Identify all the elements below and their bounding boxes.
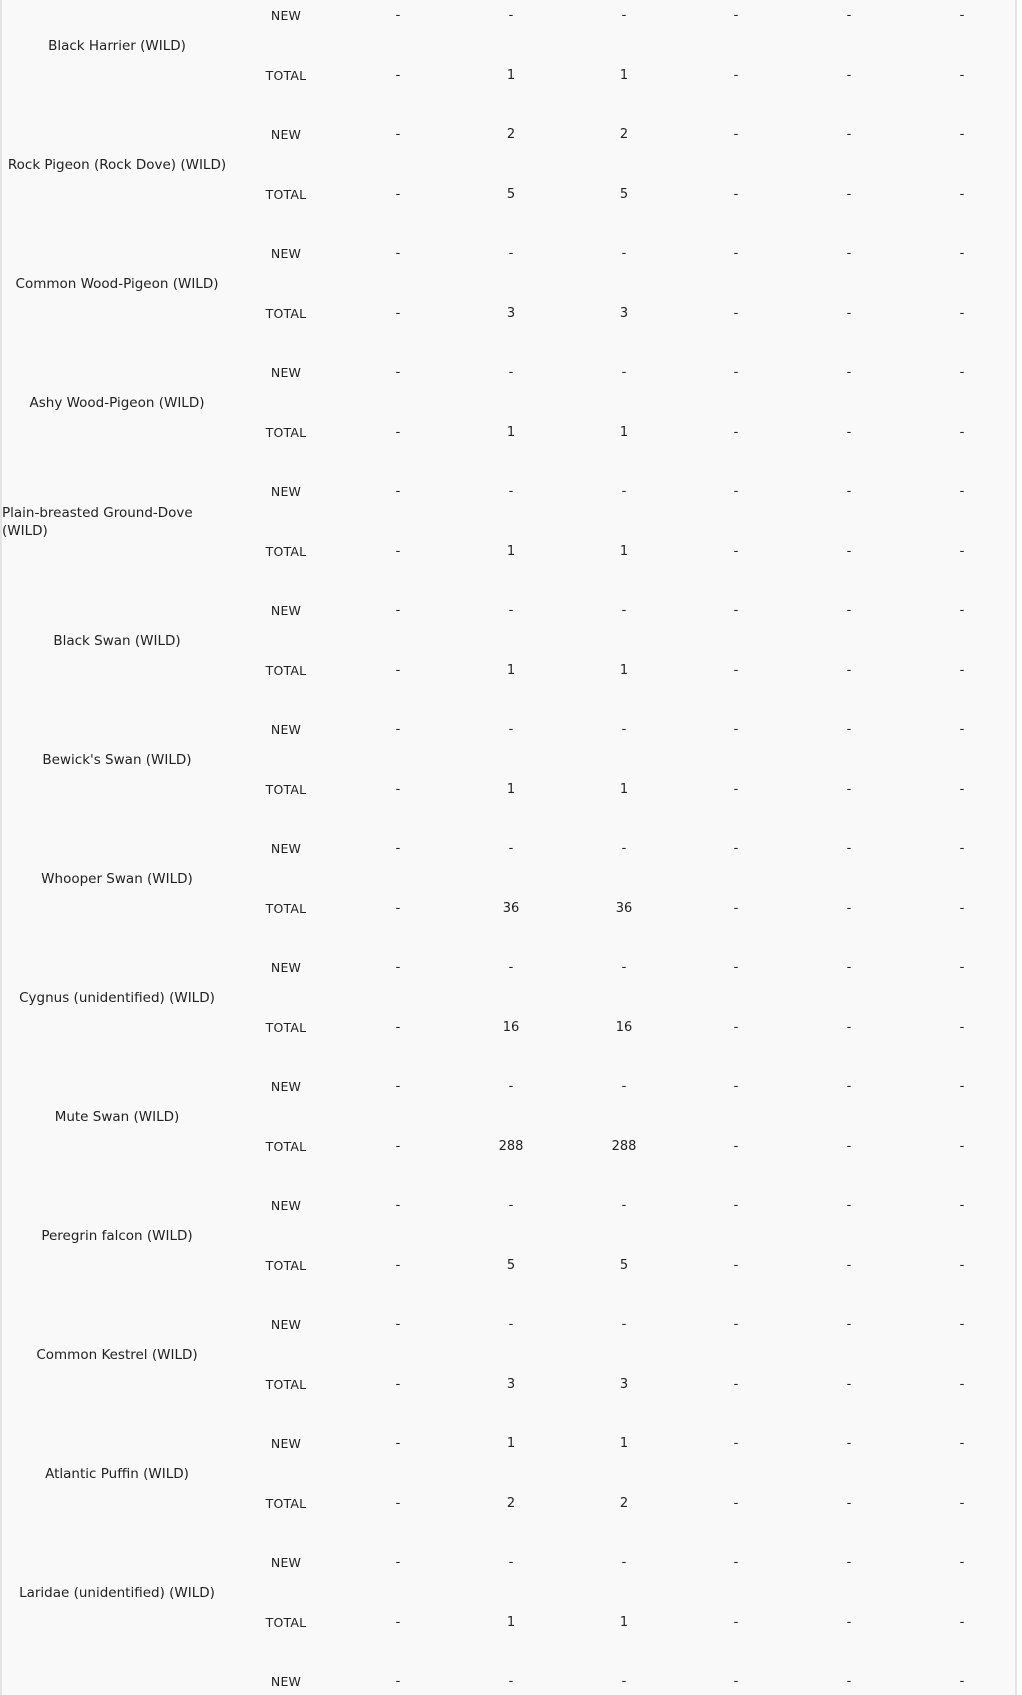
table-cell-value: - [959, 1614, 965, 1630]
table-cell-value: 1 [619, 781, 629, 797]
table-cell-value: - [959, 722, 965, 737]
table-cell-value: - [846, 1555, 852, 1570]
table-row [2, 1128, 1015, 1168]
table-cell-value: - [508, 841, 514, 856]
table-cell-value: 2 [619, 127, 629, 142]
row-type-label: TOTAL [265, 1138, 307, 1154]
table-cell-value: - [621, 1555, 627, 1570]
table-row [2, 711, 1015, 751]
table-row [2, 592, 1015, 632]
table-cell-value: - [959, 960, 965, 975]
table-cell-value: - [846, 543, 852, 559]
row-type-label: NEW [270, 246, 302, 261]
row-type-label: NEW [270, 1198, 302, 1213]
species-name: Ashy Wood-Pigeon (WILD) [29, 394, 205, 411]
table-cell-value: - [733, 1198, 739, 1213]
table-cell-value: - [959, 246, 965, 261]
table-cell-value: - [733, 1436, 739, 1451]
table-cell-value: - [959, 662, 965, 678]
table-cell-value: - [959, 1198, 965, 1213]
table-cell-value: - [959, 543, 965, 559]
table-cell-value: - [959, 900, 965, 916]
table-cell-value: - [621, 365, 627, 380]
table-cell-value: - [733, 543, 739, 559]
row-type-label: TOTAL [265, 1376, 307, 1392]
table-row [2, 949, 1015, 989]
table-row [2, 414, 1015, 454]
row-type-label: NEW [270, 841, 302, 856]
table-cell-value: - [846, 305, 852, 321]
table-cell-value: - [508, 603, 514, 618]
table-row [2, 116, 1015, 156]
table-cell-value: 1 [506, 67, 516, 83]
species-name: Laridae (unidentified) (WILD) [19, 1584, 215, 1601]
table-cell-value: - [395, 1376, 401, 1392]
table-cell-value: - [959, 1257, 965, 1273]
table-cell-value: - [733, 1138, 739, 1154]
table-cell-value: - [733, 8, 739, 23]
table-row [2, 1485, 1015, 1525]
table-cell-value: - [733, 246, 739, 261]
table-cell-value: - [846, 1376, 852, 1392]
table-cell-value: - [395, 246, 401, 261]
row-type-label: NEW [270, 1317, 302, 1332]
table-cell-value: - [846, 1436, 852, 1451]
table-cell-value: - [395, 960, 401, 975]
table-cell-value: - [959, 305, 965, 321]
table-cell-value: - [395, 841, 401, 856]
table-cell-value: - [733, 722, 739, 737]
row-type-label: NEW [270, 8, 302, 23]
table-cell-value: - [846, 67, 852, 83]
table-cell-value: - [959, 841, 965, 856]
table-cell-value: - [959, 424, 965, 440]
table-cell-value: 1 [506, 1436, 516, 1451]
table-cell-value: - [395, 186, 401, 202]
species-name: Rock Pigeon (Rock Dove) (WILD) [7, 156, 227, 173]
row-type-label: TOTAL [265, 543, 307, 559]
table-cell-value: - [733, 1257, 739, 1273]
table-cell-value: - [959, 8, 965, 23]
row-type-label: TOTAL [265, 305, 307, 321]
table-cell-value: 1 [506, 543, 516, 559]
table-row [2, 652, 1015, 692]
table-cell-value: - [846, 781, 852, 797]
table-cell-value: - [846, 841, 852, 856]
row-type-label: TOTAL [265, 781, 307, 797]
table-cell-value: - [621, 8, 627, 23]
table-cell-value: 1 [506, 1614, 516, 1630]
table-cell-value: - [733, 781, 739, 797]
table-cell-value: - [846, 8, 852, 23]
row-type-label: TOTAL [265, 424, 307, 440]
table-cell-value: - [621, 246, 627, 261]
table-cell-value: - [846, 1614, 852, 1630]
table-row [2, 1009, 1015, 1049]
table-cell-value: - [395, 365, 401, 380]
row-type-label: NEW [270, 722, 302, 737]
table-cell-value: - [395, 1257, 401, 1273]
table-cell-value: 3 [619, 1376, 629, 1392]
row-type-label: TOTAL [265, 1019, 307, 1035]
table-cell-value: - [959, 1079, 965, 1094]
table-cell-value: - [395, 127, 401, 142]
table-cell-value: 1 [619, 1614, 629, 1630]
row-type-label: TOTAL [265, 1495, 307, 1511]
row-type-label: TOTAL [265, 1257, 307, 1273]
table-cell-value: - [395, 603, 401, 618]
table-cell-value: - [846, 900, 852, 916]
table-cell-value: - [846, 246, 852, 261]
table-cell-value: - [846, 186, 852, 202]
table-cell-value: 5 [619, 1257, 629, 1273]
table-cell-value: - [959, 484, 965, 499]
table-row [2, 1663, 1015, 1695]
table-cell-value: - [959, 1436, 965, 1451]
table-cell-value: - [959, 1495, 965, 1511]
table-cell-value: 288 [611, 1138, 637, 1154]
table-row [2, 1306, 1015, 1346]
row-type-label: TOTAL [265, 186, 307, 202]
table-cell-value: - [733, 365, 739, 380]
table-cell-value: - [846, 484, 852, 499]
table-cell-value: - [395, 543, 401, 559]
table-cell-value: - [733, 1674, 739, 1689]
table-row [2, 1544, 1015, 1584]
row-type-label: TOTAL [265, 1614, 307, 1630]
species-name: Mute Swan (WILD) [54, 1108, 180, 1125]
table-row [2, 354, 1015, 394]
table-cell-value: - [508, 960, 514, 975]
table-cell-value: - [733, 841, 739, 856]
table-row [2, 771, 1015, 811]
row-type-label: NEW [270, 603, 302, 618]
table-cell-value: - [846, 127, 852, 142]
table-cell-value: - [733, 186, 739, 202]
species-name: Common Kestrel (WILD) [36, 1346, 198, 1363]
table-cell-value: - [621, 1317, 627, 1332]
row-type-label: NEW [270, 365, 302, 380]
table-cell-value: - [395, 781, 401, 797]
table-cell-value: - [621, 1079, 627, 1094]
table-cell-value: 1 [506, 662, 516, 678]
table-row [2, 473, 1015, 513]
table-cell-value: - [395, 662, 401, 678]
row-type-label: TOTAL [265, 662, 307, 678]
table-cell-value: 1 [619, 662, 629, 678]
species-name: Black Swan (WILD) [53, 632, 181, 649]
table-cell-value: - [621, 1674, 627, 1689]
table-cell-value: 5 [619, 186, 629, 202]
table-cell-value: - [621, 841, 627, 856]
table-cell-value: - [395, 8, 401, 23]
table-cell-value: 2 [619, 1495, 629, 1511]
table-row [2, 1068, 1015, 1108]
table-cell-value: - [395, 1555, 401, 1570]
table-cell-value: - [733, 1317, 739, 1332]
table-cell-value: - [395, 484, 401, 499]
table-cell-value: - [959, 1674, 965, 1689]
species-name: Atlantic Puffin (WILD) [45, 1465, 189, 1482]
table-cell-value: - [959, 1317, 965, 1332]
table-cell-value: - [846, 1138, 852, 1154]
table-cell-value: - [621, 484, 627, 499]
table-cell-value: - [395, 1614, 401, 1630]
table-cell-value: 2 [506, 127, 516, 142]
table-cell-value: - [959, 67, 965, 83]
row-type-label: NEW [270, 1674, 302, 1689]
table-row [2, 0, 1015, 37]
table-cell-value: 288 [498, 1138, 524, 1154]
table-cell-value: - [395, 1079, 401, 1094]
table-cell-value: - [395, 1674, 401, 1689]
species-name: Whooper Swan (WILD) [41, 870, 193, 887]
table-cell-value: - [733, 603, 739, 618]
table-cell-value: - [508, 8, 514, 23]
table-cell-value: - [508, 1674, 514, 1689]
row-type-label: NEW [270, 1436, 302, 1451]
table-cell-value: - [959, 127, 965, 142]
table-cell-value: 36 [502, 900, 520, 916]
table-cell-value: 2 [506, 1495, 516, 1511]
table-cell-value: - [395, 1198, 401, 1213]
table-cell-value: - [846, 1019, 852, 1035]
table-cell-value: - [733, 305, 739, 321]
table-cell-value: - [846, 1674, 852, 1689]
species-name: Black Harrier (WILD) [48, 37, 186, 54]
row-type-label: TOTAL [265, 900, 307, 916]
species-name: Common Wood-Pigeon (WILD) [15, 275, 219, 292]
table-cell-value: - [508, 722, 514, 737]
table-cell-value: 1 [619, 67, 629, 83]
table-cell-value: - [846, 960, 852, 975]
table-cell-value: - [733, 960, 739, 975]
table-cell-value: - [959, 781, 965, 797]
table-cell-value: - [733, 900, 739, 916]
table-cell-value: - [959, 1019, 965, 1035]
table-cell-value: - [508, 1198, 514, 1213]
table-cell-value: - [733, 484, 739, 499]
table-cell-value: 1 [619, 543, 629, 559]
table-cell-value: - [846, 1317, 852, 1332]
table-cell-value: - [846, 424, 852, 440]
table-cell-value: 1 [619, 1436, 629, 1451]
table-cell-value: 5 [506, 1257, 516, 1273]
table-cell-value: - [733, 127, 739, 142]
table-cell-value: - [959, 1376, 965, 1392]
table-row [2, 176, 1015, 216]
table-cell-value: - [395, 424, 401, 440]
table-cell-value: - [846, 603, 852, 618]
table-row [2, 295, 1015, 335]
table-cell-value: - [508, 1079, 514, 1094]
table-cell-value: - [395, 305, 401, 321]
table-cell-value: 36 [615, 900, 633, 916]
table-row [2, 1247, 1015, 1287]
table-cell-value: - [508, 365, 514, 380]
table-cell-value: - [846, 1257, 852, 1273]
row-type-label: TOTAL [265, 67, 307, 83]
table-row [2, 57, 1015, 97]
table-cell-value: - [733, 1495, 739, 1511]
row-type-label: NEW [270, 484, 302, 499]
table-cell-value: 1 [506, 424, 516, 440]
table-cell-value: - [846, 662, 852, 678]
table-cell-value: - [733, 1376, 739, 1392]
table-cell-value: - [395, 722, 401, 737]
table-cell-value: 16 [615, 1019, 633, 1035]
table-cell-value: 1 [619, 424, 629, 440]
table-cell-value: - [959, 365, 965, 380]
row-type-label: NEW [270, 127, 302, 142]
table-cell-value: - [395, 67, 401, 83]
table-cell-value: - [508, 1555, 514, 1570]
row-type-label: NEW [270, 1079, 302, 1094]
table-cell-value: - [395, 1436, 401, 1451]
table-cell-value: - [395, 1019, 401, 1035]
table-cell-value: - [508, 484, 514, 499]
table-cell-value: 5 [506, 186, 516, 202]
table-row [2, 890, 1015, 930]
table-cell-value: - [959, 1555, 965, 1570]
table-cell-value: - [733, 1555, 739, 1570]
table-row [2, 235, 1015, 275]
table-cell-value: - [621, 603, 627, 618]
table-cell-value: - [621, 960, 627, 975]
species-name: Bewick's Swan (WILD) [42, 751, 192, 768]
species-name: Plain-breasted Ground-Dove (WILD) [2, 504, 193, 539]
table-cell-value: - [395, 1317, 401, 1332]
table-cell-value: - [733, 1079, 739, 1094]
table-cell-value: - [959, 1138, 965, 1154]
table-cell-value: - [733, 1019, 739, 1035]
table-cell-value: - [846, 1495, 852, 1511]
table-row [2, 830, 1015, 870]
table-cell-value: - [959, 603, 965, 618]
table-cell-value: - [395, 1138, 401, 1154]
table-cell-value: - [395, 900, 401, 916]
table-cell-value: - [733, 424, 739, 440]
table-cell-value: - [959, 186, 965, 202]
table-cell-value: - [846, 365, 852, 380]
species-name: Peregrin falcon (WILD) [41, 1227, 193, 1244]
table-cell-value: - [395, 1495, 401, 1511]
table-row [2, 1604, 1015, 1644]
table-cell-value: - [733, 662, 739, 678]
row-type-label: NEW [270, 1555, 302, 1570]
table-cell-value: 3 [506, 1376, 516, 1392]
table-cell-value: - [508, 1317, 514, 1332]
species-name: Cygnus (unidentified) (WILD) [19, 989, 215, 1006]
table-row [2, 1425, 1015, 1465]
table-cell-value: - [508, 246, 514, 261]
table-cell-value: 3 [506, 305, 516, 321]
table-row [2, 1187, 1015, 1227]
table-cell-value: 16 [502, 1019, 520, 1035]
row-type-label: NEW [270, 960, 302, 975]
table-cell-value: 3 [619, 305, 629, 321]
table-cell-value: - [846, 722, 852, 737]
table-cell-value: - [846, 1079, 852, 1094]
table-cell-value: - [621, 722, 627, 737]
table-cell-value: - [733, 67, 739, 83]
table-row [2, 1366, 1015, 1406]
table-cell-value: - [621, 1198, 627, 1213]
table-cell-value: - [846, 1198, 852, 1213]
table-row [2, 533, 1015, 573]
table-cell-value: - [733, 1614, 739, 1630]
table-cell-value: 1 [506, 781, 516, 797]
